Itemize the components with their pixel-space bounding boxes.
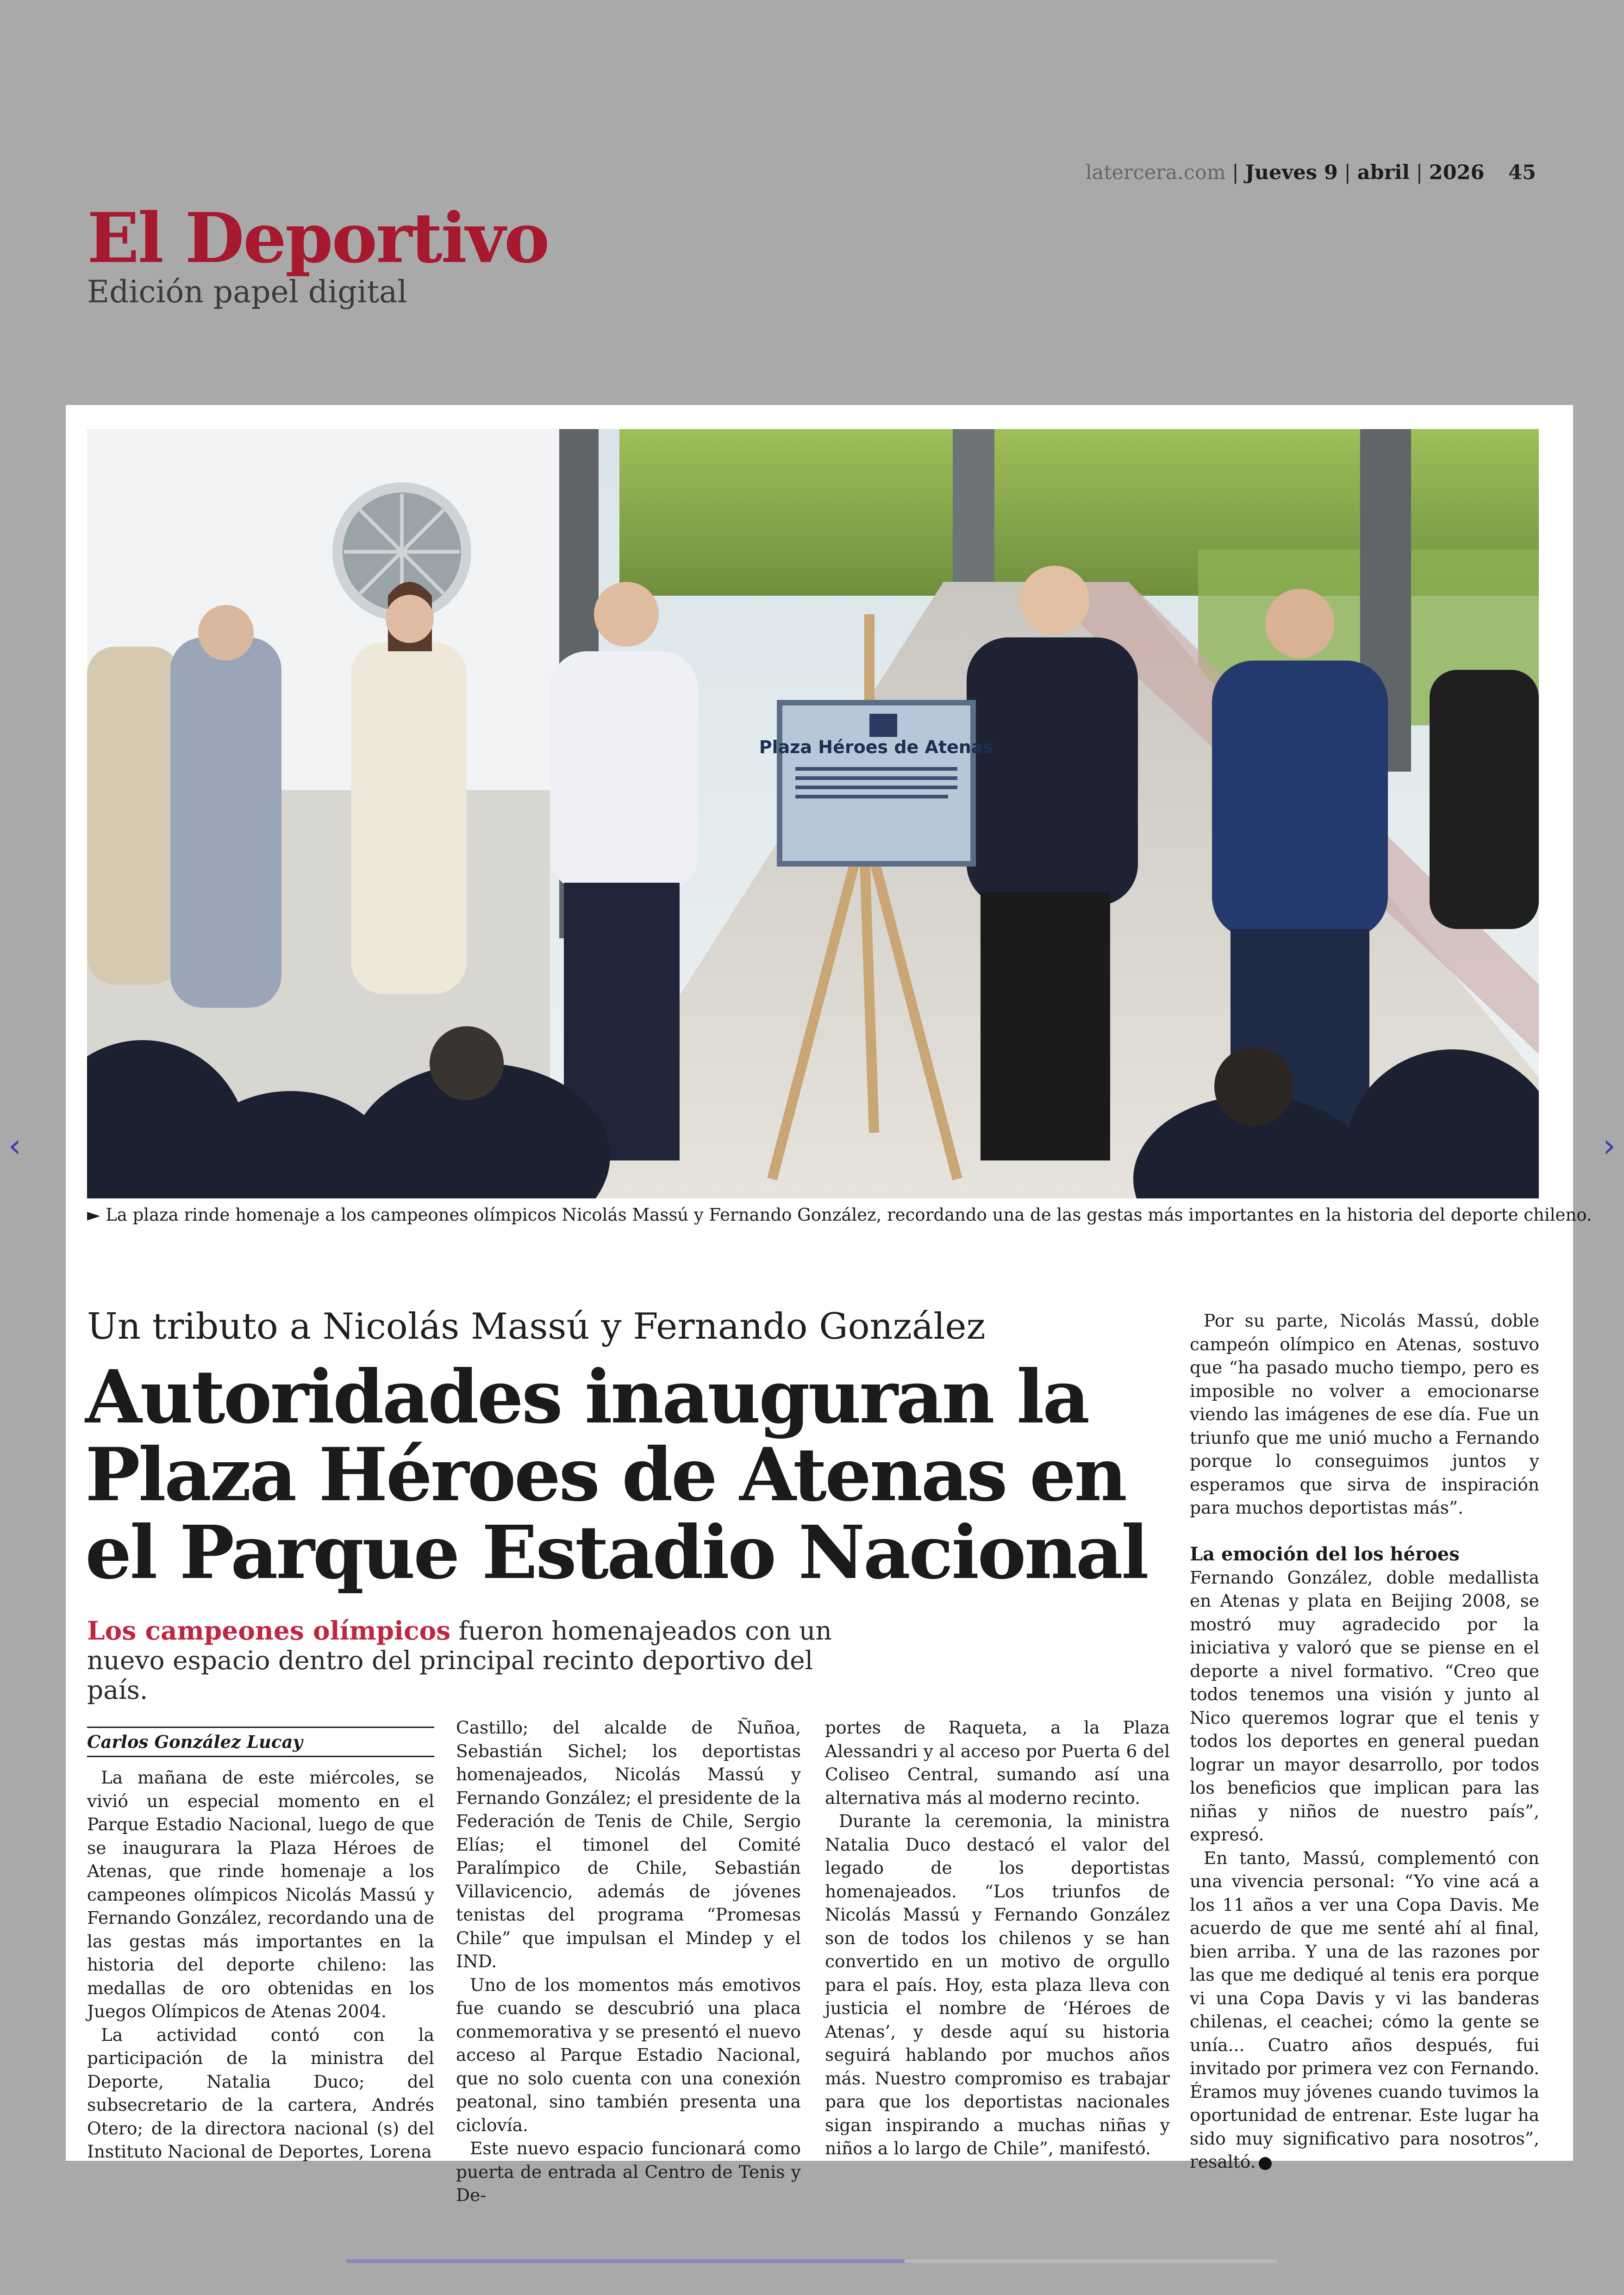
issue-month: abril — [1357, 161, 1410, 184]
site-name: latercera.com — [1085, 161, 1226, 184]
issue-day: Jueves 9 — [1245, 161, 1338, 184]
chevron-left-icon[interactable]: ‹ — [8, 1127, 21, 1165]
paragraph: Durante la ceremonia, la ministra Natalia Duco destacó el valor del legado de los deportistas homenajeados. “Los triunfos de Nicolás Massú y Fernando González son de todos los chilenos y se han convertido en un motivo de orgullo para el país. Hoy, esta plaza lleva con justicia el nombre de ‘Héroes de Atenas’, y desde aquí su historia seguirá hablando por muchos años más. Nuestro compromiso es trabajar para que los deportistas nacionales sigan inspirando a muchas niñas y niños a lo largo de Chile”, manifestó. — [825, 1811, 1170, 2158]
paragraph: portes de Raqueta, a la Plaza Alessandri y al acceso por Puerta 6 del Coliseo Central, sumando así una alternativa más al moderno recinto. — [825, 1717, 1170, 1808]
issue-year: 2026 — [1429, 161, 1485, 184]
article-headline: Autoridades inauguran la Plaza Héroes de Atenas en el Parque Estadio Nacional — [85, 1354, 1147, 1596]
edition-label: Edición papel digital — [87, 274, 407, 310]
paragraph: Uno de los momentos más emotivos fue cuando se descubrió una placa conmemorativa y se presentó el nuevo acceso al Parque Estadio Nacional, que no solo cuenta con una conexión peatonal, sino también presenta una ciclovía. — [456, 1974, 801, 2135]
plaque-title: Plaza Héroes de Atenas — [759, 737, 994, 757]
article-subhead: La emoción del los héroes — [1190, 1543, 1460, 1565]
article-column-2 — [456, 1716, 801, 2207]
page-number: 45 — [1508, 161, 1536, 184]
byline: Carlos González Lucay — [87, 1727, 434, 1757]
deck-text: fueron homenajeados con un nuevo espacio dentro del principal recinto deportivo del país. — [87, 1616, 832, 1705]
reading-progress-fill — [346, 2259, 905, 2263]
end-mark-icon — [1259, 2157, 1272, 2170]
reading-progress-bar[interactable] — [346, 2259, 1277, 2263]
paragraph: La actividad contó con la participación de la ministra del Deporte, Natalia Duco; del subsecretario de la cartera, Andrés Otero; de la directora nacional (s) del Instituto Nacional de Deportes, Lorena — [87, 2024, 434, 2162]
paragraph: La mañana de este miércoles, se vivió un especial momento en el Parque Estadio Nacional, luego de que se inaugurara la Plaza Héroes de Atenas, que rinde homenaje a los campeones olímpicos Nicolás Massú y Fernando González, recordando una de las gestas más importantes en la historia del deporte chileno: las medallas de oro obtenidas en los Juegos Olímpicos de Atenas 2004. — [87, 1767, 434, 2021]
paragraph: Castillo; del alcalde de Ñuñoa, Sebastián Sichel; los deportistas homenajeados, Nicolás Massú y Fernando González; el presidente de la Federación de Tenis de Chile, Sergio Elías; el timonel del Comité Paralímpico de Chile, Sebastián Villavicencio, además de jóvenes tenistas del programa “Promesas Chile” que impulsan el Mindep y el IND. — [456, 1717, 801, 1971]
newspaper-page — [66, 405, 1592, 2205]
article-column-4 — [1190, 1309, 1539, 2174]
spacer — [1190, 1520, 1539, 1543]
article-column-1 — [87, 1766, 434, 2164]
paragraph: Fernando González, doble medallista en Atenas y plata en Beijing 2008, se mostró muy agradecido por la iniciativa y valoró que se piense en el deporte a nivel formativo. “Creo que todos tenemos una visión y junto al Nico queremos lograr que el tenis y todos los deportes en general puedan lograr un mayor desarrollo, por todos los beneficios que implican para las niñas y niños de nuestro país”, expresó. — [1190, 1567, 1539, 1845]
paragraph — [1190, 1846, 1539, 2174]
article-deck — [87, 1616, 874, 1705]
brand-logo: El Deportivo — [87, 198, 549, 278]
article-kicker: Un tributo a Nicolás Massú y Fernando González — [87, 1306, 986, 1347]
chevron-right-icon[interactable]: › — [1603, 1127, 1616, 1165]
masthead — [87, 198, 549, 310]
article-column-3 — [825, 1716, 1170, 2160]
deck-highlight: Los campeones olímpicos — [87, 1615, 451, 1646]
paragraph: Por su parte, Nicolás Massú, doble campeón olímpico en Atenas, sostuvo que “ha pasado mucho tiempo, pero es imposible no volver a emocionarse viendo las imágenes de ese día. Fue un triunfo que me unió mucho a Fernando porque lo conseguimos juntos y esperamos que sirva de inspiración para muchos deportistas más”. — [1190, 1310, 1539, 1518]
paragraph: Este nuevo espacio funcionará como puerta de entrada al Centro de Tenis y De- — [456, 2138, 801, 2205]
paragraph-text: En tanto, Massú, complementó con una vivencia personal: “Yo vine acá a los 11 años a ver una Copa Davis. Me acuerdo de que me senté ahí al final, bien arriba. Y una de las razones por las que me dediqué al tenis era porque vi una Copa Davis y vi las banderas chilenas, el ceachei; cómo la gente se unía... Cuatro años después, fui invitado por primera vez con Fernando. Éramos muy jóvenes cuando tuvimos la oportunidad de entrenar. Este lugar ha sido muy significativo para nosotros”, resaltó. — [1190, 1847, 1539, 2172]
article-photo — [87, 429, 1539, 1198]
photo-caption: ► La plaza rinde homenaje a los campeones olímpicos Nicolás Massú y Fernando González, recordando una de las gestas más importantes en la historia del deporte chileno. — [87, 1205, 1592, 1225]
page-header-meta: latercera.com | Jueves 9 | abril | 2026 45 — [1085, 161, 1536, 184]
